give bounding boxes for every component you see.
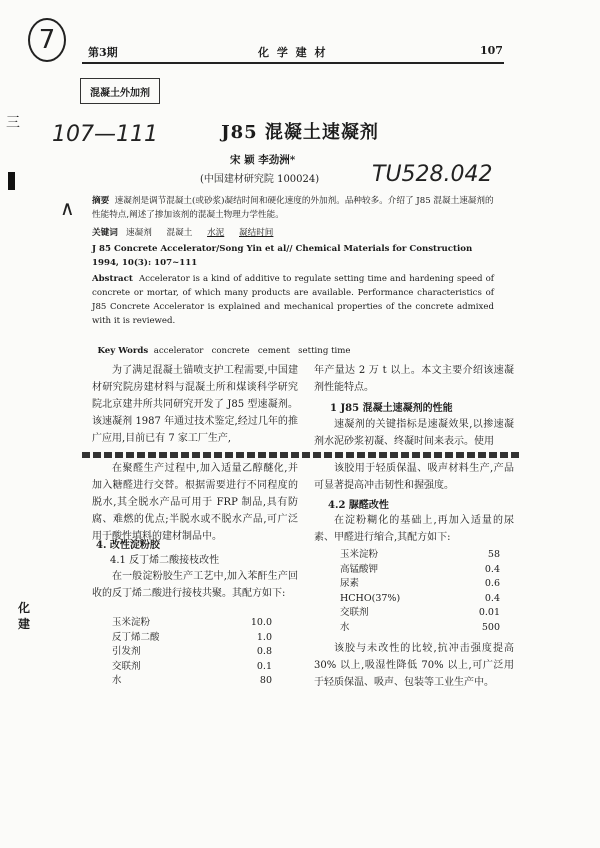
ingredient-value: 80 [259, 675, 272, 686]
ingredient-name: 尿素 [340, 578, 360, 589]
table-row [340, 577, 500, 592]
table-row [112, 616, 272, 631]
keyword-cn-4: 凝结时间 [239, 228, 274, 238]
abstract-cn-label: 摘要 [92, 196, 110, 206]
body-right-paragraph-3: 该胶用于轻质保温、吸声材料生产,产品可显著提高冲击韧性和握强度。 [314, 463, 514, 491]
ingredient-value: 58 [487, 549, 500, 560]
body-right-paragraph-5: 该胶与未改性的比较,抗冲击强度提高 30% 以上,吸湿性降低 70% 以上,可广泛用于轻质保温、吸声、包装等工业生产中。 [314, 643, 514, 688]
keywords-en-text: accelerator concrete cement setting time [153, 346, 351, 356]
ingredient-value: 0.01 [478, 607, 500, 618]
section-4-1-heading: 4.1 反丁烯二酸接枝改性 [110, 555, 220, 566]
body-left-paragraph-2: 在聚醛生产过程中,加入适量乙醇醚化,并加入糖醛进行交替。根据需要进行不同程度的脱水,其全脱水产品可用于 FRP 制品,具有防腐、难燃的优点;半脱水或不脱水产品,可广泛用于酸性填料的建材制品中。 [92, 463, 298, 542]
body-right-paragraph-1: 年产量达 2 万 t 以上。本文主要介绍该速凝剂性能特点。 [314, 365, 514, 393]
table-row [112, 631, 272, 646]
ingredient-value: 0.6 [484, 578, 500, 589]
ingredient-value: 0.4 [484, 563, 500, 575]
keywords-en [92, 330, 351, 358]
strip-divider [82, 452, 522, 458]
body-left-paragraph-1: 为了满足混凝土锚喷支护工程需要,中国建材研究院房建材料与混凝土所和煤谈科学研究院北京建井所共同研究开发了 J85 型速凝剂。该速凝剂 1987 年通过技术鉴定,经过几年的推广应用,目前已有 7 家工厂生产, [92, 365, 298, 444]
arrow-mark: ∧ [60, 196, 75, 220]
table-row [340, 563, 500, 578]
ingredient-name: 水 [340, 621, 350, 633]
abstract-cn [92, 194, 494, 222]
table-row [340, 621, 500, 636]
handwritten-page-range: 107—111 [52, 122, 158, 147]
ingredient-value: 1.0 [256, 631, 272, 643]
circled-page-mark [28, 18, 66, 62]
side-characters: 化 建 [18, 601, 31, 631]
page-number: 107 [480, 44, 503, 57]
keywords-en-label: Key Words [97, 346, 149, 356]
circled-mark-text: 7 [38, 25, 56, 55]
ingredient-name: 交联剂 [340, 607, 369, 618]
keyword-cn-3: 水泥 [207, 228, 225, 238]
left-margin-bar [8, 172, 15, 190]
abstract-cn-text: 速凝剂是调节混凝土(或砂浆)凝结时间和硬化速度的外加剂。品种较多。介绍了 J85 混凝土速凝剂的性能特点,阐述了掺加该剂的混凝土物理力学性能。 [92, 196, 494, 220]
citation-line-1: J 85 Concrete Accelerator/Song Yin et al// Chemical Materials for Construction [92, 244, 473, 254]
table-row [112, 645, 272, 660]
section-label: 混凝土外加剂 [90, 87, 150, 99]
ingredient-name: 反丁烯二酸 [112, 631, 160, 643]
citation-line-2: 1994, 10(3): 107~111 [92, 258, 198, 268]
header-rule [82, 62, 504, 64]
ingredient-name: 引发剂 [112, 646, 141, 657]
keyword-cn-1: 速凝剂 [126, 228, 152, 238]
table-row [340, 592, 500, 607]
table-row [112, 660, 272, 675]
left-margin-mark: 三 [6, 115, 20, 131]
section-label-box [80, 78, 160, 104]
ingredient-name: 高锰酸钾 [340, 563, 379, 575]
ingredient-value: 0.4 [484, 592, 500, 604]
abstract-en-text: Accelerator is a kind of additive to regulate setting time and hardening speed of concrete or mortar, of which many products are available. Performance characteristics of J85 Concrete Accelerator is explained and mechanical properties of the concrete admixed with it is reviewed. [92, 274, 494, 326]
body-right-paragraph-4: 在淀粉糊化的基础上,再加入适量的尿素、甲醛进行缩合,其配方如下: [314, 515, 514, 543]
abstract-en [92, 272, 494, 328]
table-row [340, 548, 500, 563]
ingredient-name: 玉米淀粉 [340, 549, 379, 560]
ingredient-name: 玉米淀粉 [112, 617, 151, 628]
table-row [340, 606, 500, 621]
section-1-heading: 1 J85 混凝土速凝剂的性能 [330, 403, 453, 414]
issue-number: 第3期 [88, 46, 118, 59]
ingredient-value: 10.0 [250, 617, 272, 628]
article-title: J85 混凝土速凝剂 [221, 122, 379, 143]
article-affiliation: (中国建材研究院 100024) [200, 174, 320, 185]
body-right-paragraph-2: 速凝剂的关键指标是速凝效果,以掺速凝剂水泥砂浆初凝、终凝时间来表示。使用 [314, 419, 514, 447]
section-4-heading: 4. 改性淀粉胶 [96, 540, 160, 551]
ingredient-value: 500 [481, 621, 500, 633]
journal-name: 化 学 建 材 [258, 46, 328, 59]
abstract-en-label: Abstract [92, 274, 133, 284]
ingredient-name: 水 [112, 675, 122, 686]
ingredient-name: HCHO(37%) [340, 592, 401, 604]
body-left-paragraph-3: 在一般淀粉胶生产工艺中,加入苯酐生产回收的反丁烯二酸进行接枝共聚。其配方如下: [92, 571, 298, 599]
handwritten-classification: TU528.042 [372, 162, 493, 187]
formula-table-left [112, 616, 272, 689]
table-row [112, 674, 272, 689]
keyword-cn-2: 混凝土 [166, 228, 193, 238]
section-4-2-heading: 4.2 脲醛改性 [328, 500, 389, 511]
ingredient-name: 交联剂 [112, 660, 141, 672]
keywords-cn-label: 关键词 [92, 228, 118, 238]
keywords-cn [92, 226, 285, 240]
ingredient-value: 0.8 [256, 646, 272, 657]
formula-table-right [340, 548, 500, 635]
ingredient-value: 0.1 [256, 660, 272, 672]
article-authors: 宋 颖 李劲洲* [230, 154, 296, 166]
